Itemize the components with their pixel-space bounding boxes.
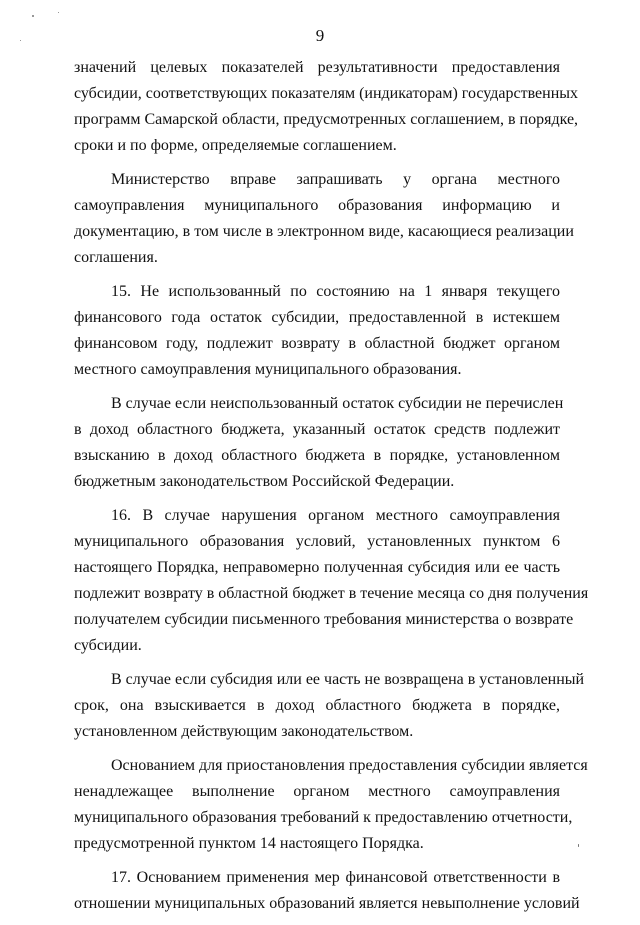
paragraph: [74, 865, 580, 917]
paragraph: [74, 391, 564, 495]
text-line: В случае если субсидия или ее часть не возвращена в установленный: [111, 671, 585, 688]
text-line: предусмотренной пунктом 14 настоящего Порядка.: [74, 835, 424, 852]
paragraph: [74, 667, 585, 745]
text-line: муниципального образования требований к предоставлению отчетности,: [74, 809, 573, 826]
scan-speck: [58, 12, 59, 13]
paragraph: [74, 167, 574, 271]
text-line: Министерство вправе запрашивать у органа местного: [111, 171, 560, 188]
text-line: субсидии, соответствующих показателям (индикаторам) государственных: [74, 85, 579, 102]
paragraph: [74, 279, 560, 383]
text-line: субсидии.: [74, 637, 142, 654]
document-body: [74, 55, 589, 925]
text-line: ненадлежащее выполнение органом местного самоуправления: [74, 783, 560, 800]
scan-speck: [32, 15, 34, 17]
text-line: настоящего Порядка, неправомерно полученная субсидия или ее часть: [74, 559, 560, 576]
text-line: документацию, в том числе в электронном виде, касающиеся реализации: [74, 223, 574, 240]
page-number: 9: [315, 26, 325, 45]
text-line: подлежит возврату в областной бюджет в течение месяца со дня получения: [74, 585, 589, 602]
paragraph: [74, 753, 588, 857]
paragraph: [74, 503, 589, 659]
text-line: муниципального образования условий, установленных пунктом 6: [74, 533, 560, 550]
text-line: В случае если неиспользованный остаток субсидии не перечислен: [111, 395, 564, 412]
text-line: сроки и по форме, определяемые соглашением.: [74, 137, 397, 154]
scan-speck: [578, 844, 579, 847]
paragraph: [74, 55, 579, 159]
text-line: установленном действующим законодательством.: [74, 723, 414, 740]
text-line: Основанием для приостановления предоставления субсидии является: [111, 757, 588, 774]
text-line: соглашения.: [74, 249, 158, 266]
text-line: 17. Основанием применения мер финансовой ответственности в: [111, 869, 560, 886]
text-line: финансовом году, подлежит возврату в областной бюджет органом: [74, 335, 560, 352]
text-line: значений целевых показателей результативности предоставления: [74, 59, 560, 76]
text-line: срок, она взыскивается в доход областного бюджета в порядке,: [74, 697, 560, 714]
text-line: взысканию в доход областного бюджета в порядке, установленном: [74, 447, 560, 464]
text-line: 15. Не использованный по состоянию на 1 января текущего: [111, 283, 560, 300]
text-line: самоуправления муниципального образования информацию и: [74, 197, 560, 214]
text-line: местного самоуправления муниципального образования.: [74, 361, 462, 378]
text-line: финансового года остаток субсидии, предоставленной в истекшем: [74, 309, 560, 326]
text-line: программ Самарской области, предусмотренных соглашением, в порядке,: [74, 111, 579, 128]
text-line: в доход областного бюджета, указанный остаток средств подлежит: [74, 421, 560, 438]
text-line: бюджетным законодательством Российской Федерации.: [74, 473, 455, 490]
text-line: получателем субсидии письменного требования министерства о возврате: [74, 611, 574, 628]
text-line: отношении муниципальных образований является невыполнение условий: [74, 895, 580, 912]
text-line: 16. В случае нарушения органом местного самоуправления: [111, 507, 560, 524]
